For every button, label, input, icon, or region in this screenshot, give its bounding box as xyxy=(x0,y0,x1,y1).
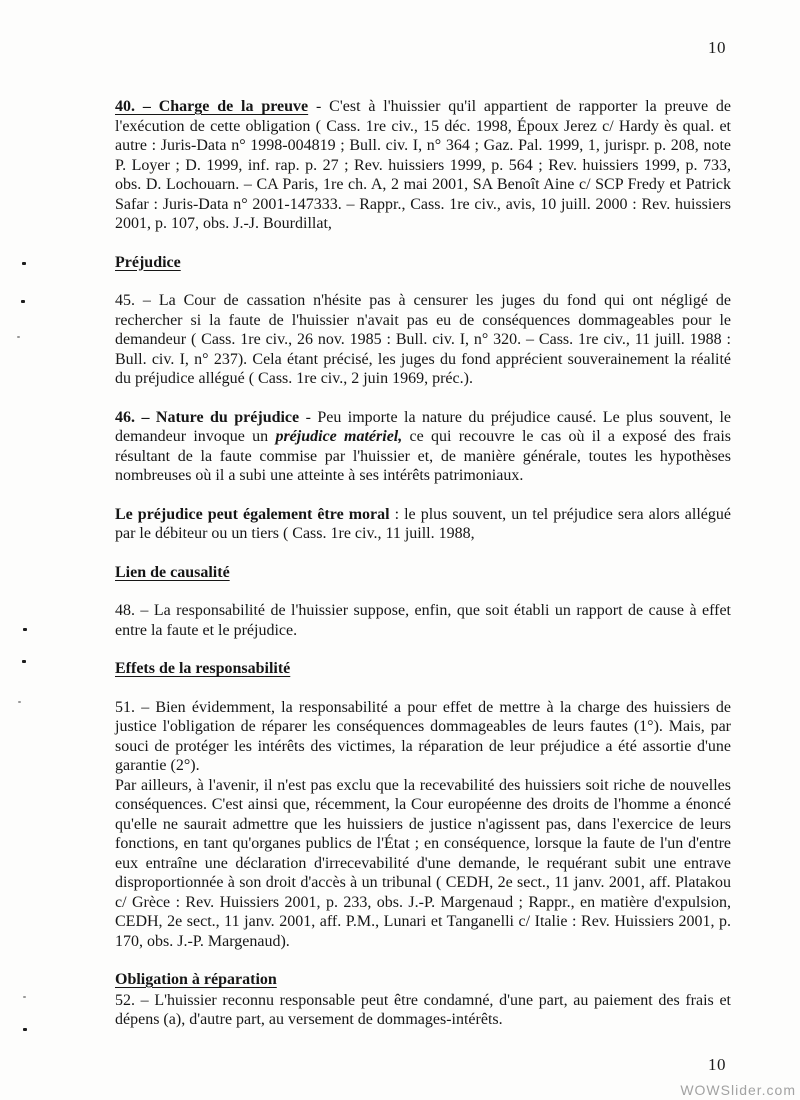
scan-artifact-dot xyxy=(22,262,26,265)
scan-artifact-dot xyxy=(23,628,27,631)
scan-artifact-dot xyxy=(22,660,26,663)
paragraph-40 xyxy=(115,97,731,234)
heading-prejudice: Préjudice xyxy=(115,253,181,271)
paragraph-45: 45. – La Cour de cassation n'hésite pas à censurer les juges du fond qui ont négligé de rechercher si la faute de l'huissier n'avait pas eu de conséquences dommageables pour le demandeur ( Cass. 1re civ., 26 nov. 1985 : Bull. civ. I, n° 320. – Cass. 1re civ., 11 juill. 1988 : Bull. civ. I, n° 237). Cela étant précisé, les juges du fond apprécient souverainement la réalité du préjudice allégué ( Cass. 1re civ., 2 juin 1969, préc.). xyxy=(115,292,731,387)
paragraph-46 xyxy=(115,408,731,486)
paragraph-46-emphasis: préjudice matériel, xyxy=(275,428,403,445)
paragraph-51-part-2: Par ailleurs, à l'avenir, il n'est pas exclu que la recevabilité des huissiers soit riche de nouvelles conséquences. C'est ainsi que, récemment, la Cour européenne des droits de l'homme a énoncé qu'elle ne saurait admettre que les huissiers de justice n'agissent pas, dans l'exercice de leurs fonctions, en tant qu'organes publics de l'État ; en conséquence, lorsque la faute de l'un d'entre eux entraîne une déclaration d'irrecevabilité d'une demande, le requérant subit une entrave disproportionnée à son droit d'accès à un tribunal ( CEDH, 2e sect., 11 janv. 2001, aff. Platakou c/ Grèce : Rev. Huissiers 2001, p. 233, obs. J.-P. Margenaud ; Rappr., en matière d'expulsion, CEDH, 2e sect., 11 janv. 2001, aff. P.M., Lunari et Tanganelli c/ Italie : Rev. Huissiers 2001, p. 170, obs. J.-P. Margenaud). xyxy=(115,776,731,950)
page-number-top: 10 xyxy=(708,38,726,57)
scan-artifact-dot xyxy=(23,1028,27,1031)
paragraph-moral-lead: Le préjudice peut également être moral xyxy=(115,505,390,523)
paragraph-40-lead: 40. – Charge de la preuve xyxy=(115,98,309,115)
paragraph-52: 52. – L'huissier reconnu responsable peut être condamné, d'une part, au paiement des frais et dépens (a), d'autre part, au versement de dommages-intérêts. xyxy=(115,991,731,1028)
heading-effets-responsabilite: Effets de la responsabilité xyxy=(115,660,291,677)
page-number-bottom: 10 xyxy=(708,1055,726,1074)
paragraph-moral-text: : le plus souvent, un tel préjudice sera alors allégué par le débiteur ou un tiers ( Cass. 1re civ., 11 juill. 1988, xyxy=(115,505,731,542)
scan-artifact-dot xyxy=(18,701,21,703)
paragraph-48: 48. – La responsabilité de l'huissier suppose, enfin, que soit établi un rapport de cause à effet entre la faute et le préjudice. xyxy=(115,602,731,639)
paragraph-46-lead: 46. – Nature du préjudice xyxy=(115,408,300,426)
scan-artifact-dot xyxy=(17,336,20,338)
paragraph-51 xyxy=(115,698,731,952)
paragraph-46-text-1: - Peu importe la nature du préjudice causé. Le plus souvent, le demandeur invoque un xyxy=(115,408,731,445)
paragraph-40-text: - C'est à l'huissier qu'il appartient de rapporter la preuve de l'exécution de cette obligation ( Cass. 1re civ., 15 déc. 1998, Époux Jerez c/ Hardy ès qual. et autre : Juris-Data n° 1998-004819 ; Bull. civ. I, n° 364 ; Gaz. Pal. 1999, 1, jurispr. p. 208, note P. Loyer ; D. 1999, inf. rap. p. 27 ; Rev. huissiers 1999, p. 564 ; Rev. huissiers 1999, p. 733, obs. D. Lochouarn. – CA Paris, 1re ch. A, 2 mai 2001, SA Benoît Aine c/ SCP Fredy et Patrick Safar : Juris-Data n° 2001-147333. – Rappr., Cass. 1re civ., avis, 10 juill. 2000 : Rev. huissiers 2001, p. 107, obs. J.-J. Bourdillat, xyxy=(115,98,731,232)
heading-obligation-reparation: Obligation à réparation xyxy=(115,971,277,988)
document-content xyxy=(115,97,731,1030)
heading-lien-de-causalite: Lien de causalité xyxy=(115,563,230,581)
paragraph-moral xyxy=(115,505,731,544)
scan-artifact-dot xyxy=(23,996,26,998)
paragraph-51-part-1: 51. – Bien évidemment, la responsabilité a pour effet de mettre à la charge des huissiers de justice l'obligation de réparer les conséquences dommageables de leurs fautes (1°). Mais, par souci de protéger les intérêts des victimes, la réparation de leur préjudice a été assortie d'une garantie (2°). xyxy=(115,698,731,774)
watermark: WOWSlider.com xyxy=(680,1082,796,1098)
paragraph-46-text-2: ce qui recouvre le cas où il a exposé des frais résultant de la faute commise par l'huissier et, de manière générale, toutes les hypothèses nombreuses où il a subi une atteinte à ses intérêts patrimoniaux. xyxy=(115,428,732,484)
scan-artifact-dot xyxy=(21,300,25,303)
